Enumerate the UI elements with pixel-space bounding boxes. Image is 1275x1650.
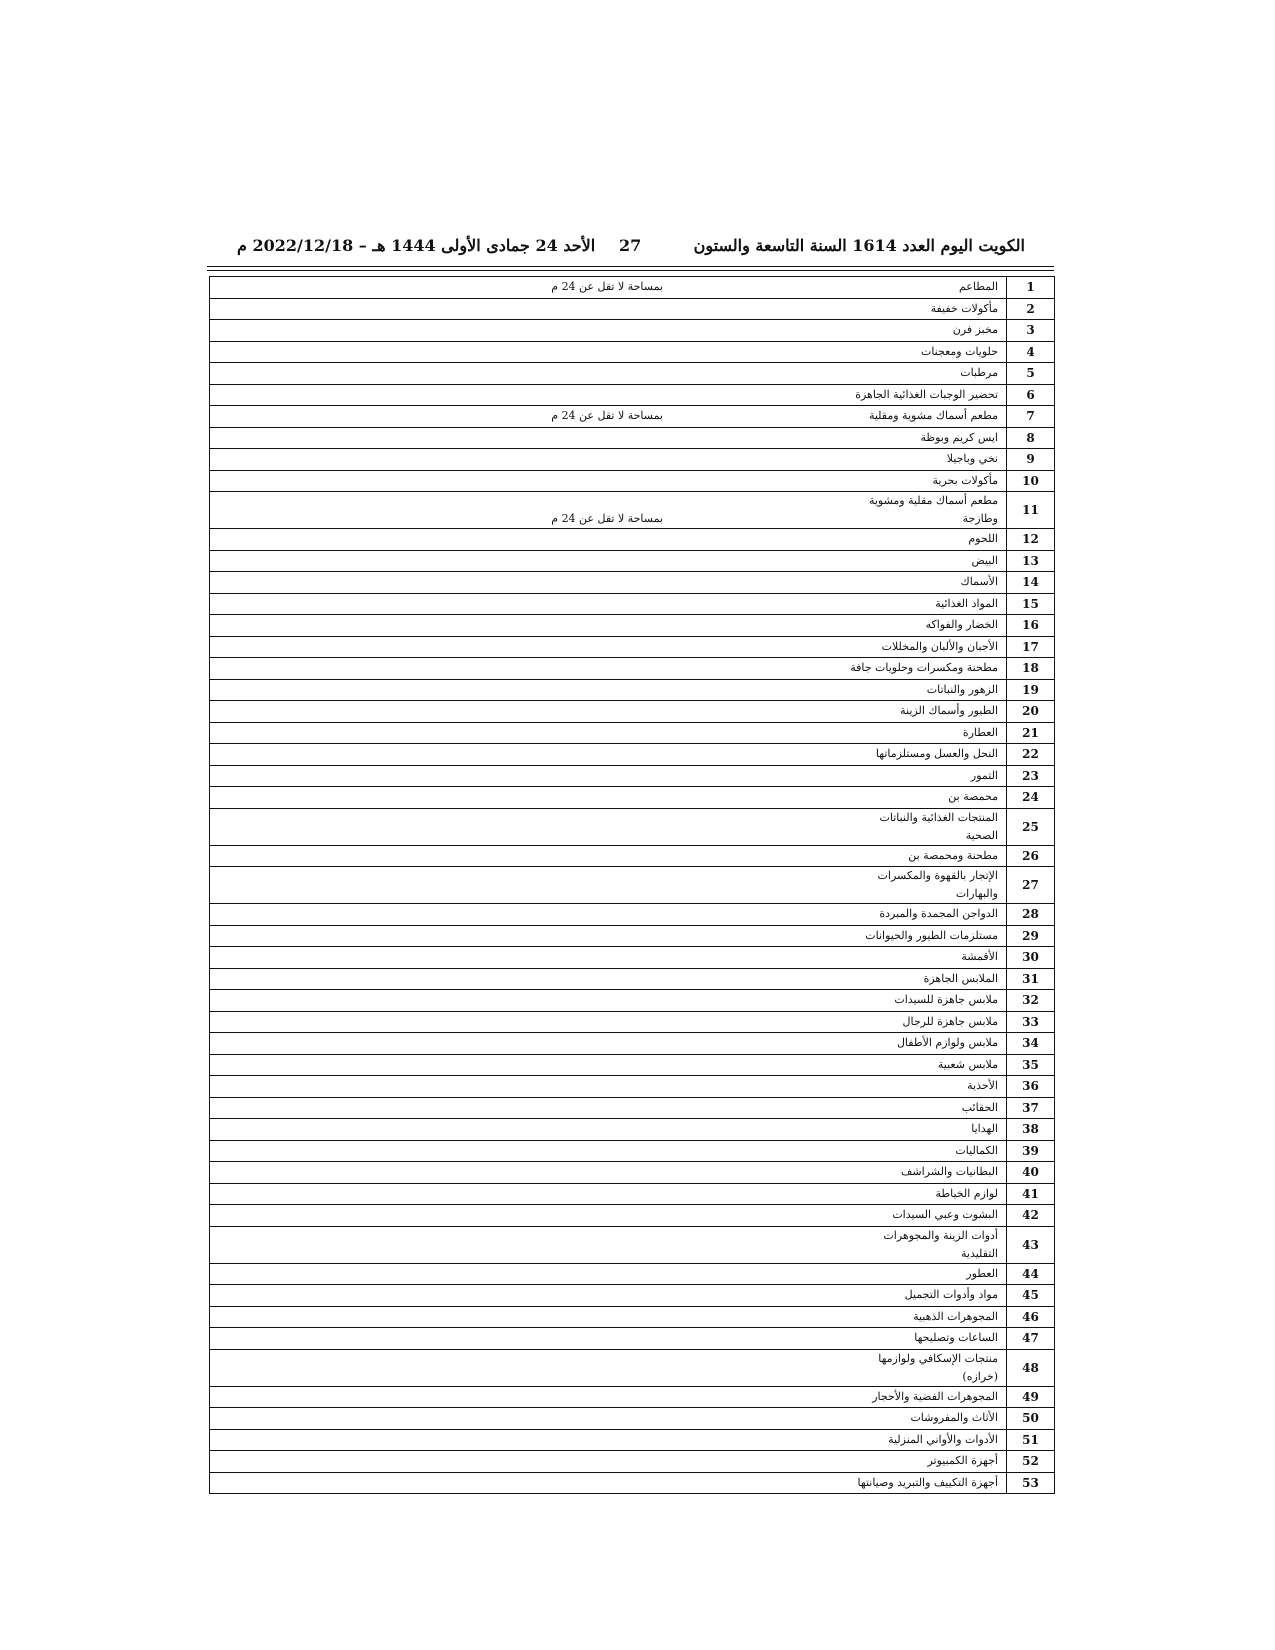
table-row: [210, 904, 1055, 926]
activity-name: الأسماك: [960, 575, 998, 589]
activity-cell: [210, 298, 1007, 320]
table-row: [210, 572, 1055, 594]
activity-name: أجهزة الكمبيوتر: [927, 1454, 998, 1468]
table-row: [210, 787, 1055, 809]
row-number: 20: [1007, 701, 1055, 723]
activity-cell: [210, 658, 1007, 680]
activity-name: حلويات ومعجنات: [920, 344, 998, 358]
table-row: [210, 320, 1055, 342]
table-row: [210, 990, 1055, 1012]
activity-cell: [210, 341, 1007, 363]
activity-name: اللحوم: [968, 532, 998, 546]
row-number: 35: [1007, 1054, 1055, 1076]
table-row: [210, 492, 1055, 529]
row-number: 48: [1007, 1349, 1055, 1386]
activity-cell: [210, 1472, 1007, 1494]
row-number: 9: [1007, 449, 1055, 471]
table-row: [210, 1119, 1055, 1141]
activity-cell: [210, 1349, 1007, 1386]
activity-name: الأجبان والألبان والمخللات: [881, 639, 998, 653]
row-number: 52: [1007, 1451, 1055, 1473]
activity-cell: [210, 765, 1007, 787]
row-number: 49: [1007, 1386, 1055, 1408]
table-row: [210, 1054, 1055, 1076]
row-number: 11: [1007, 492, 1055, 529]
activity-cell: [210, 615, 1007, 637]
activity-name: العطارة: [962, 725, 998, 739]
table-row: [210, 867, 1055, 904]
table-row: [210, 925, 1055, 947]
activity-name: المجوهرات الذهبية: [913, 1309, 998, 1323]
activity-cell: [210, 1408, 1007, 1430]
row-number: 50: [1007, 1408, 1055, 1430]
activity-name: البيض: [971, 553, 998, 567]
page-header: [207, 236, 1025, 262]
table-row: [210, 529, 1055, 551]
activity-cell: [210, 384, 1007, 406]
row-number: 13: [1007, 550, 1055, 572]
table-row: [210, 701, 1055, 723]
activity-name: الهدايا: [971, 1122, 998, 1136]
activity-name: مواد وأدوات التجميل: [904, 1288, 998, 1302]
table-row: [210, 363, 1055, 385]
table-row: [210, 808, 1055, 845]
header-rule: [207, 266, 1054, 267]
table-row: [210, 1011, 1055, 1033]
row-number: 17: [1007, 636, 1055, 658]
activity-name: مأكولات بحرية: [932, 473, 998, 487]
activity-cell: [210, 277, 1007, 299]
issue-date: الأحد 24 جمادى الأولى 1444 هـ – 2022/12/18 م: [237, 236, 596, 255]
row-number: 1: [1007, 277, 1055, 299]
row-number: 41: [1007, 1183, 1055, 1205]
activity-name: الحقائب: [961, 1100, 998, 1114]
activity-cell: [210, 904, 1007, 926]
table-row: [210, 636, 1055, 658]
activity-cell: [210, 1011, 1007, 1033]
row-number: 22: [1007, 744, 1055, 766]
activity-name: النحل والعسل ومستلزماتها: [875, 747, 998, 761]
activity-name: الدواجن المجمدة والمبردة: [879, 907, 998, 921]
table-row: [210, 449, 1055, 471]
row-number: 36: [1007, 1076, 1055, 1098]
activity-name: العطور: [966, 1266, 998, 1280]
table-row: [210, 722, 1055, 744]
activity-name: ايس كريم وبوظة: [920, 430, 998, 444]
row-number: 7: [1007, 406, 1055, 428]
row-number: 33: [1007, 1011, 1055, 1033]
activity-cell: [210, 1183, 1007, 1205]
activity-name: مرطبات: [960, 366, 998, 380]
row-number: 18: [1007, 658, 1055, 680]
activity-name: نخي وباجيلا: [946, 452, 998, 466]
activity-name: المجوهرات الفضية والأحجار: [872, 1389, 998, 1403]
activity-cell: [210, 1386, 1007, 1408]
activity-cell: [210, 1226, 1007, 1263]
row-number: 23: [1007, 765, 1055, 787]
area-note: بمساحة لا تقل عن 24 م: [551, 280, 663, 294]
row-number: 30: [1007, 947, 1055, 969]
row-number: 26: [1007, 845, 1055, 867]
row-number: 38: [1007, 1119, 1055, 1141]
table-row: [210, 277, 1055, 299]
table-row: [210, 1226, 1055, 1263]
row-number: 46: [1007, 1306, 1055, 1328]
table-row: [210, 679, 1055, 701]
table-row: [210, 615, 1055, 637]
activity-cell: [210, 867, 1007, 904]
activity-cell: [210, 787, 1007, 809]
activity-cell: [210, 1097, 1007, 1119]
row-number: 16: [1007, 615, 1055, 637]
table-row: [210, 406, 1055, 428]
activity-cell: [210, 1162, 1007, 1184]
table-row: [210, 845, 1055, 867]
row-number: 37: [1007, 1097, 1055, 1119]
table-row: [210, 1349, 1055, 1386]
activity-name: الزهور والنباتات: [926, 682, 998, 696]
activity-name: أدوات الزينة والمجوهرات التقليدية: [883, 1228, 998, 1260]
activity-cell: [210, 550, 1007, 572]
row-number: 45: [1007, 1285, 1055, 1307]
table-row: [210, 1033, 1055, 1055]
area-note: بمساحة لا تقل عن 24 م: [551, 512, 663, 525]
activity-cell: [210, 492, 1007, 529]
activity-cell: [210, 1140, 1007, 1162]
row-number: 53: [1007, 1472, 1055, 1494]
table-row: [210, 1451, 1055, 1473]
activity-cell: [210, 1429, 1007, 1451]
activity-cell: [210, 470, 1007, 492]
table-row: [210, 1328, 1055, 1350]
activity-cell: [210, 529, 1007, 551]
activity-cell: [210, 845, 1007, 867]
table-row: [210, 1429, 1055, 1451]
row-number: 3: [1007, 320, 1055, 342]
row-number: 19: [1007, 679, 1055, 701]
activities-table: [209, 276, 1055, 1494]
activity-cell: [210, 1306, 1007, 1328]
row-number: 40: [1007, 1162, 1055, 1184]
activity-name: مستلزمات الطيور والحيوانات: [865, 928, 998, 942]
header-rule-secondary: [207, 270, 1054, 271]
row-number: 21: [1007, 722, 1055, 744]
activity-name: المواد الغذائية: [935, 596, 998, 610]
activity-cell: [210, 947, 1007, 969]
table-row: [210, 550, 1055, 572]
table-row: [210, 1263, 1055, 1285]
row-number: 44: [1007, 1263, 1055, 1285]
row-number: 31: [1007, 968, 1055, 990]
table-row: [210, 1183, 1055, 1205]
table-row: [210, 384, 1055, 406]
row-number: 39: [1007, 1140, 1055, 1162]
row-number: 25: [1007, 808, 1055, 845]
activity-cell: [210, 427, 1007, 449]
row-number: 24: [1007, 787, 1055, 809]
activity-cell: [210, 744, 1007, 766]
row-number: 12: [1007, 529, 1055, 551]
activity-name: المنتجات الغذائية والنباتات الصحية: [879, 810, 998, 842]
row-number: 28: [1007, 904, 1055, 926]
table-row: [210, 947, 1055, 969]
row-number: 5: [1007, 363, 1055, 385]
gazette-title: الكويت اليوم العدد 1614 السنة التاسعة والستون: [693, 236, 1025, 255]
activity-cell: [210, 1205, 1007, 1227]
activity-name: الأثاث والمفروشات: [910, 1411, 998, 1425]
activity-name: البشوت وعبي السيدات: [892, 1208, 998, 1222]
activity-name: المطاعم: [958, 280, 998, 294]
row-number: 27: [1007, 867, 1055, 904]
row-number: 32: [1007, 990, 1055, 1012]
activity-name: التمور: [970, 768, 998, 782]
activity-cell: [210, 1285, 1007, 1307]
activity-cell: [210, 1119, 1007, 1141]
table-row: [210, 1306, 1055, 1328]
row-number: 2: [1007, 298, 1055, 320]
activity-name: الأقمشة: [961, 950, 998, 964]
activity-cell: [210, 925, 1007, 947]
table-row: [210, 968, 1055, 990]
activity-name: البطانيات والشراشف: [901, 1165, 998, 1179]
activity-name: الإتجار بالقهوة والمكسرات والبهارات: [877, 869, 998, 900]
activity-name: تحضير الوجبات الغذائية الجاهزة: [855, 387, 998, 401]
row-number: 34: [1007, 1033, 1055, 1055]
row-number: 15: [1007, 593, 1055, 615]
table-row: [210, 1076, 1055, 1098]
activity-cell: [210, 701, 1007, 723]
table-row: [210, 470, 1055, 492]
activity-name: أجهزة التكييف والتبريد وصيانتها: [857, 1475, 998, 1489]
activity-cell: [210, 722, 1007, 744]
activity-name: مأكولات خفيفة: [930, 301, 998, 315]
activity-name: ملابس جاهزة للرجال: [902, 1014, 998, 1028]
activity-name: منتجات الإسكافي ولوازمها (خرازه): [878, 1351, 998, 1383]
activity-name: ملابس جاهزة للسيدات: [894, 993, 998, 1007]
activity-cell: [210, 363, 1007, 385]
activity-name: مطعم أسماك مقلية ومشوية وطازجة: [868, 494, 998, 525]
activity-cell: [210, 636, 1007, 658]
table-row: [210, 1386, 1055, 1408]
activity-name: مطحنة ومحمصة بن: [908, 848, 998, 862]
activity-name: ملابس ولوازم الأطفال: [896, 1036, 998, 1050]
table-row: [210, 765, 1055, 787]
row-number: 42: [1007, 1205, 1055, 1227]
table-row: [210, 341, 1055, 363]
activity-cell: [210, 572, 1007, 594]
activity-cell: [210, 1033, 1007, 1055]
page-number: 27: [619, 236, 642, 255]
activity-name: مخبز فرن: [952, 323, 998, 337]
table-row: [210, 658, 1055, 680]
table-row: [210, 1097, 1055, 1119]
table-row: [210, 744, 1055, 766]
activity-cell: [210, 320, 1007, 342]
row-number: 8: [1007, 427, 1055, 449]
activity-cell: [210, 1054, 1007, 1076]
activity-cell: [210, 1263, 1007, 1285]
table-row: [210, 1205, 1055, 1227]
activity-cell: [210, 593, 1007, 615]
activity-name: الطيور وأسماك الزينة: [900, 704, 998, 718]
table-row: [210, 427, 1055, 449]
row-number: 47: [1007, 1328, 1055, 1350]
activity-name: الأدوات والأواني المنزلية: [888, 1432, 998, 1446]
area-note: بمساحة لا تقل عن 24 م: [551, 409, 663, 423]
row-number: 10: [1007, 470, 1055, 492]
table-row: [210, 1140, 1055, 1162]
row-number: 51: [1007, 1429, 1055, 1451]
activity-cell: [210, 449, 1007, 471]
table-row: [210, 1408, 1055, 1430]
activities-table-body: [210, 277, 1055, 1494]
activity-name: لوازم الخياطة: [935, 1186, 998, 1200]
table-row: [210, 593, 1055, 615]
row-number: 14: [1007, 572, 1055, 594]
activity-cell: [210, 406, 1007, 428]
activity-cell: [210, 1451, 1007, 1473]
activity-name: الساعات وتصليحها: [914, 1331, 998, 1345]
row-number: 4: [1007, 341, 1055, 363]
activity-name: مطحنة ومكسرات وحلويات جافة: [850, 661, 998, 675]
table-row: [210, 1285, 1055, 1307]
row-number: 29: [1007, 925, 1055, 947]
activity-cell: [210, 990, 1007, 1012]
activity-name: الأحذية: [967, 1079, 998, 1093]
activity-name: الملابس الجاهزة: [923, 971, 998, 985]
activity-cell: [210, 968, 1007, 990]
activity-cell: [210, 1328, 1007, 1350]
activity-cell: [210, 679, 1007, 701]
activity-name: الكماليات: [955, 1143, 998, 1157]
table-row: [210, 298, 1055, 320]
activity-name: الخضار والفواكه: [925, 618, 998, 632]
activity-name: ملابس شعبية: [937, 1057, 998, 1071]
activity-name: مطعم أسماك مشوية ومقلية: [868, 409, 998, 423]
table-row: [210, 1162, 1055, 1184]
activity-cell: [210, 808, 1007, 845]
table-row: [210, 1472, 1055, 1494]
activity-name: محمصة بن: [948, 790, 998, 804]
row-number: 43: [1007, 1226, 1055, 1263]
row-number: 6: [1007, 384, 1055, 406]
activity-cell: [210, 1076, 1007, 1098]
